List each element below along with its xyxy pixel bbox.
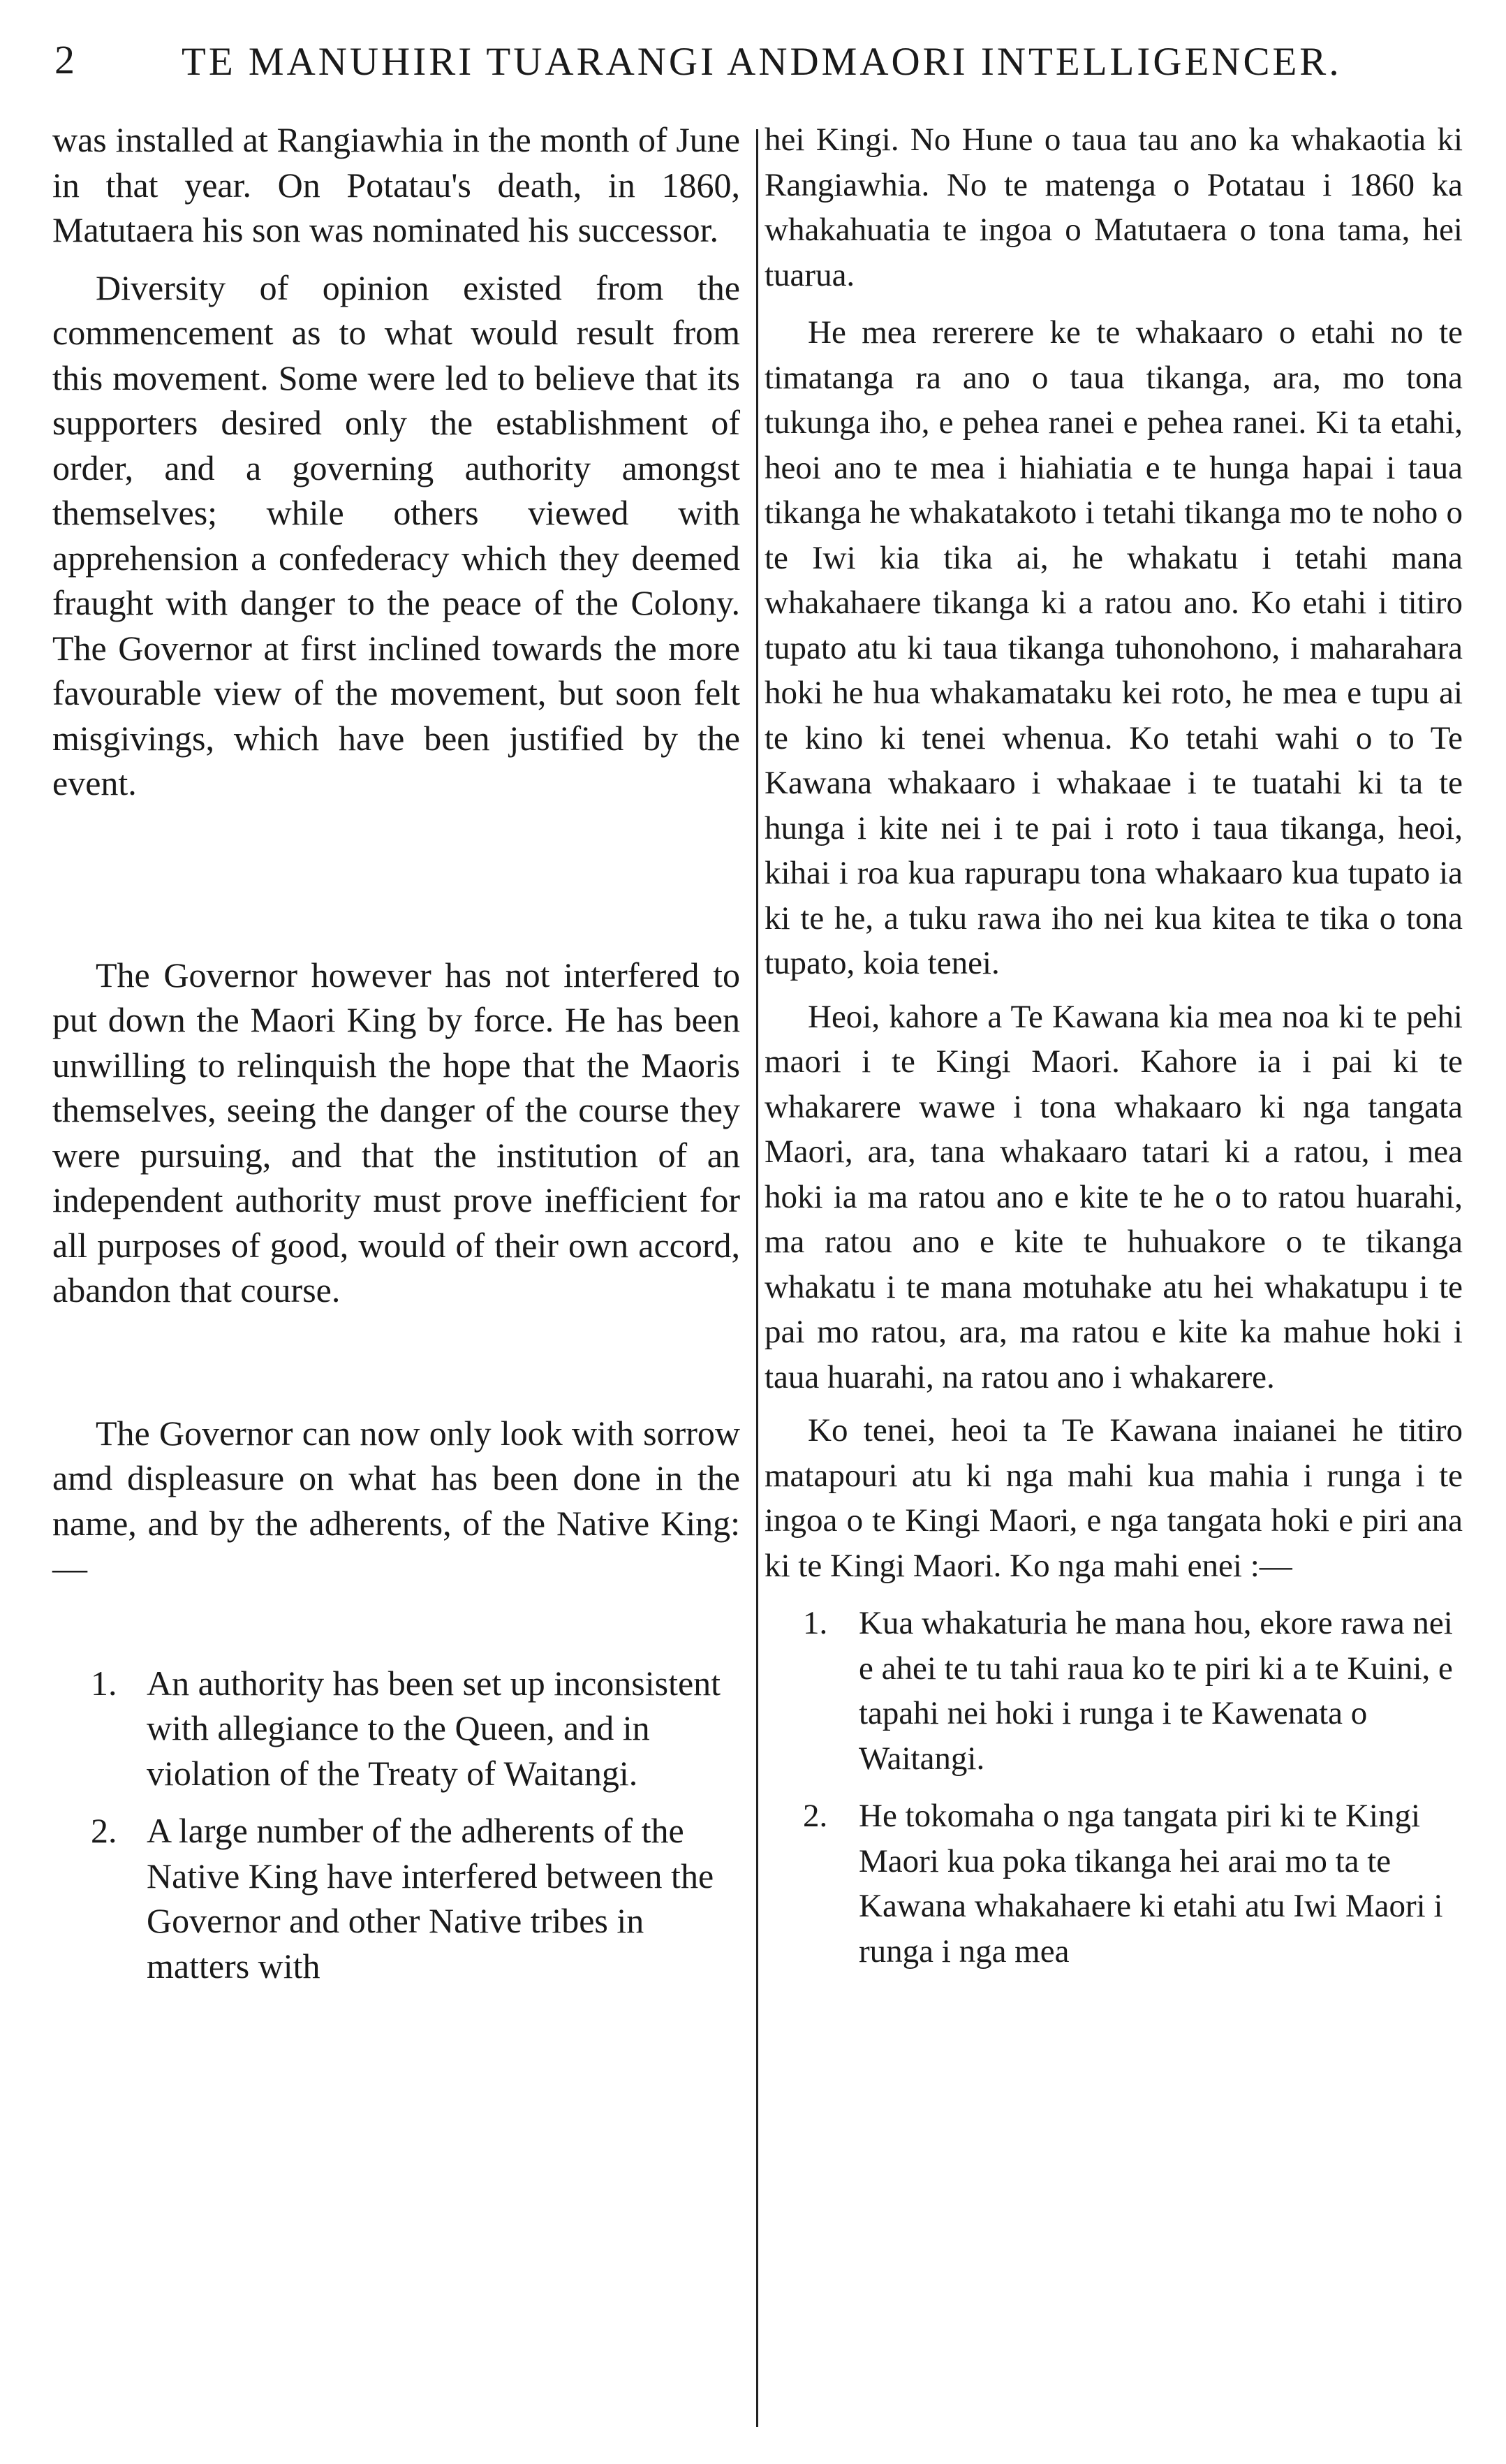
english-paragraph-4: The Governor can now only look with sorrow amd displeasure on what has been done in the name, and by the adherents, of the Native King:—: [52, 1413, 740, 1587]
maori-list-item-2: [765, 1794, 1463, 1974]
english-paragraph-3: The Governor however has not interfered to put down the Maori King by force. He has been unwilling to relinquish the hope that the Maoris themselves, seeing the danger of the course they were pursuing, and that the institution of an independent authority must prove inefficient for all purposes of good, would of their own accord, abandon that course.: [52, 955, 740, 1310]
list-text: A large number of the adherents of the Native King have interfered between the Governor and other Native tribes in matters with: [147, 1811, 714, 1986]
english-column: [52, 117, 740, 2450]
maori-paragraph-3: Heoi, kahore a Te Kawana kia mea noa ki te pehi maori i te Kingi Maori. Kahore ia i pai ki te whakarere wawe i tona whakaaro ki nga tangata Maori, ara, tana whakaaro tatari ki a ratou, i mea hoki ia ma ratou ano e kite te he o to ratou huarahi, ma ratou ano e kite te huhuakore o te tikanga whakatu i te mana motuhake atu hei whakatupu i te pai mo ratou, ara, ma ratou e kite ka mahue hoki i taua huarahi, na ratou ano i whakarere.: [765, 998, 1463, 1395]
list-number: 1.: [803, 1605, 828, 1641]
list-text: Kua whakaturia he mana hou, ekore rawa nei e ahei te tu tahi raua ko te piri ki a te Kuini, e tapahi nei hoki i runga i te Kawenata o Waitangi.: [859, 1605, 1453, 1777]
maori-list-item-1: [765, 1601, 1463, 1781]
maori-column: [765, 117, 1463, 2450]
list-text: He tokomaha o nga tangata piri ki te Kingi Maori kua poka tikanga hei arai mo ta te Kawana whakahaere ki etahi atu Iwi Maori i runga i nga mea: [859, 1798, 1443, 1970]
english-paragraph-1: was installed at Rangiawhia in the month of June in that year. On Potatau's death, in 1860, Matutaera his son was nominated his successor.: [52, 120, 740, 249]
english-paragraph-2: Diversity of opinion existed from the commencement as to what would result from this movement. Some were led to believe that its supporters desired only the establishment of order, and a governing authority amongst themselves; while others viewed with apprehension a confederacy which they deemed fraught with danger to the peace of the Colony. The Governor at first inclined towards the more favourable view of the movement, but soon felt misgivings, which have been justified by the event.: [52, 267, 740, 802]
maori-paragraph-1: hei Kingi. No Hune o taua tau ano ka whakaotia ki Rangiawhia. No te matenga o Potatau i 1860 ka whakahuatia te ingoa o Matutaera o tona tama, hei tuarua.: [765, 122, 1463, 293]
list-number: 2.: [91, 1811, 117, 1850]
column-divider: [756, 129, 758, 2427]
maori-paragraph-4: Ko tenei, heoi ta Te Kawana inaianei he titiro matapouri atu ki nga mahi kua mahia i runga i te ingoa o te Kingi Maori, e nga tangata hoki e piri ana ki te Kingi Maori. Ko nga mahi enei :—: [765, 1412, 1463, 1584]
list-text: An authority has been set up inconsistent with allegiance to the Queen, and in violation of the Treaty of Waitangi.: [147, 1663, 721, 1793]
maori-paragraph-2: He mea rererere ke te whakaaro o etahi no te timatanga ra ano o taua tikanga, ara, mo tona tukunga iho, e pehea ranei e pehea ranei. Ki ta etahi, heoi ano te mea i hiahiatia e te hunga hapai i taua tikanga he whakatakoto i tetahi tikanga mo te noho o te Iwi kia tika ai, he whakatu i tetahi mana whakahaere tikanga ki a ratou ano. Ko etahi i titiro tupato atu ki taua tikanga tuhonohono, i maharahara hoki he hua whakamataku kei roto, he mea e tupu ai te kino ki tenei whenua. Ko tetahi wahi o to Te Kawana whakaaro i whakaae i te tuatahi ki ta te hunga i kite nei i te pai i roto i taua tikanga, heoi, kihai i roa kua rapurapu tona whakaaro kua tupato ia ki te he, a tuku rawa iho nei kua kitea te tika o tona tupato, koia tenei.: [765, 314, 1463, 981]
running-title: TE MANUHIRI TUARANGI ANDMAORI INTELLIGENCER.: [182, 40, 1342, 84]
english-list-item-2: [52, 1808, 740, 1988]
list-number: 2.: [803, 1798, 828, 1834]
list-number: 1.: [91, 1663, 117, 1703]
page-number: 2: [54, 37, 75, 82]
english-list-item-1: [52, 1661, 740, 1796]
page-header: [49, 36, 1459, 92]
